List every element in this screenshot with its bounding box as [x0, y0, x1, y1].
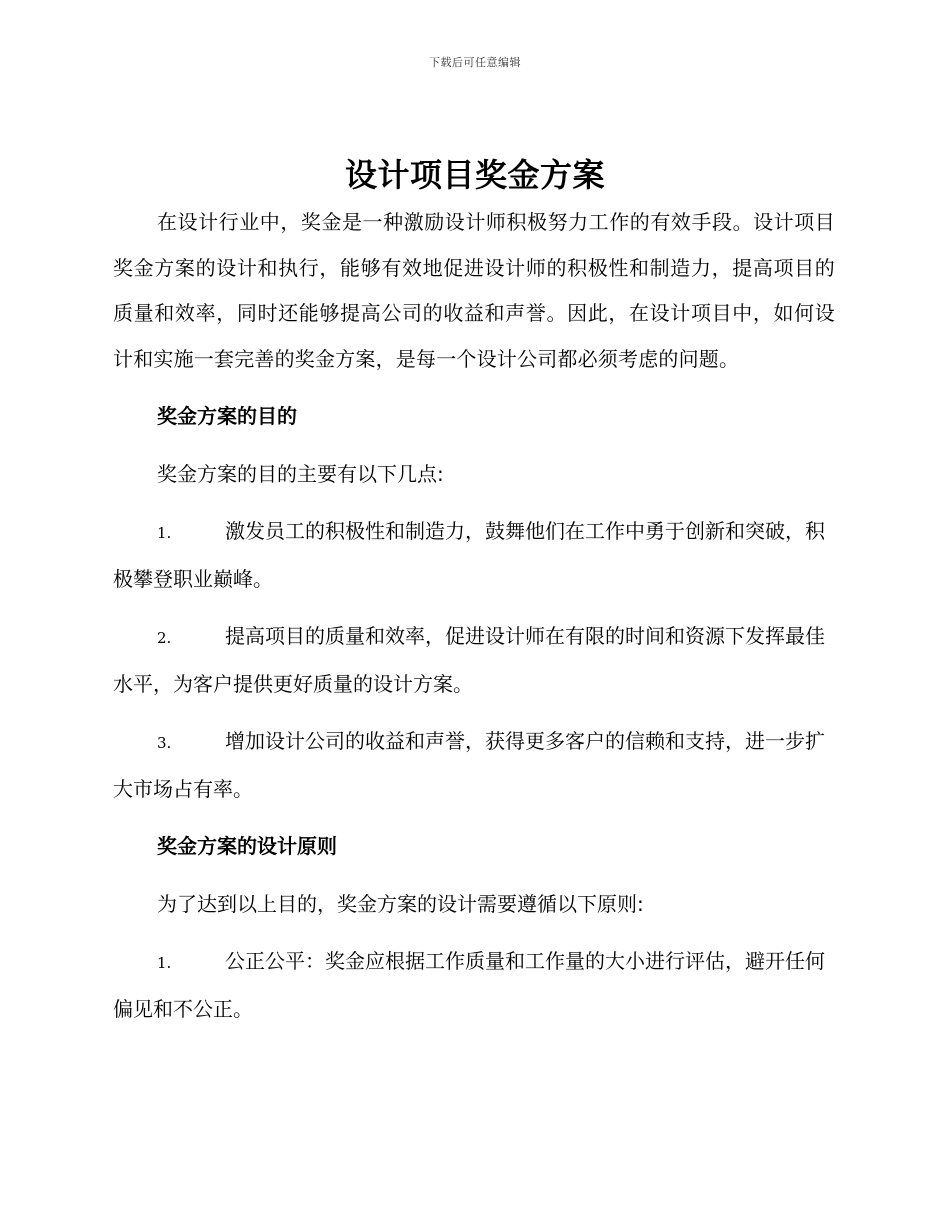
list-item: [113, 939, 835, 1032]
document-title: 设计项目奖金方案: [344, 156, 605, 194]
list-item: [113, 614, 835, 707]
list-item-text: 激发员工的积极性和制造力，鼓舞他们在工作中勇于创新和突破，积极攀登职业巅峰。: [113, 519, 825, 591]
section-heading: 奖金方案的设计原则: [157, 834, 337, 858]
section-lead: 为了达到以上目的，奖金方案的设计需要遵循以下原则:: [157, 891, 644, 916]
list-item-text: 公正公平：奖金应根据工作质量和工作量的大小进行评估，避开任何偏见和不公正。: [113, 949, 825, 1021]
document-body: [113, 200, 835, 1032]
list-item-text: 提高项目的质量和效率，促进设计师在有限的时间和资源下发挥最佳水平，为客户提供更好质量的设计方案。: [113, 624, 825, 696]
intro-paragraph: 在设计行业中，奖金是一种激励设计师积极努力工作的有效手段。设计项目奖金方案的设计和执行，能够有效地促进设计师的积极性和制造力，提高项目的质量和效率，同时还能够提高公司的收益和声誉。因此，在设计项目中，如何设计和实施一套完善的奖金方案，是每一个设计公司都必须考虑的问题。: [113, 210, 835, 371]
list-item: [113, 509, 835, 602]
list-item-number: 3.: [157, 734, 172, 752]
section-heading: 奖金方案的目的: [157, 404, 297, 428]
list-item: [113, 719, 835, 812]
header-note: 下载后可任意编辑: [429, 56, 521, 69]
list-item-number: 2.: [157, 629, 172, 647]
list-item-number: 1.: [157, 954, 172, 972]
list-item-number: 1.: [157, 524, 172, 542]
section-lead: 奖金方案的目的主要有以下几点:: [157, 461, 444, 486]
list-item-text: 增加设计公司的收益和声誉，获得更多客户的信赖和支持，进一步扩大市场占有率。: [113, 729, 825, 801]
